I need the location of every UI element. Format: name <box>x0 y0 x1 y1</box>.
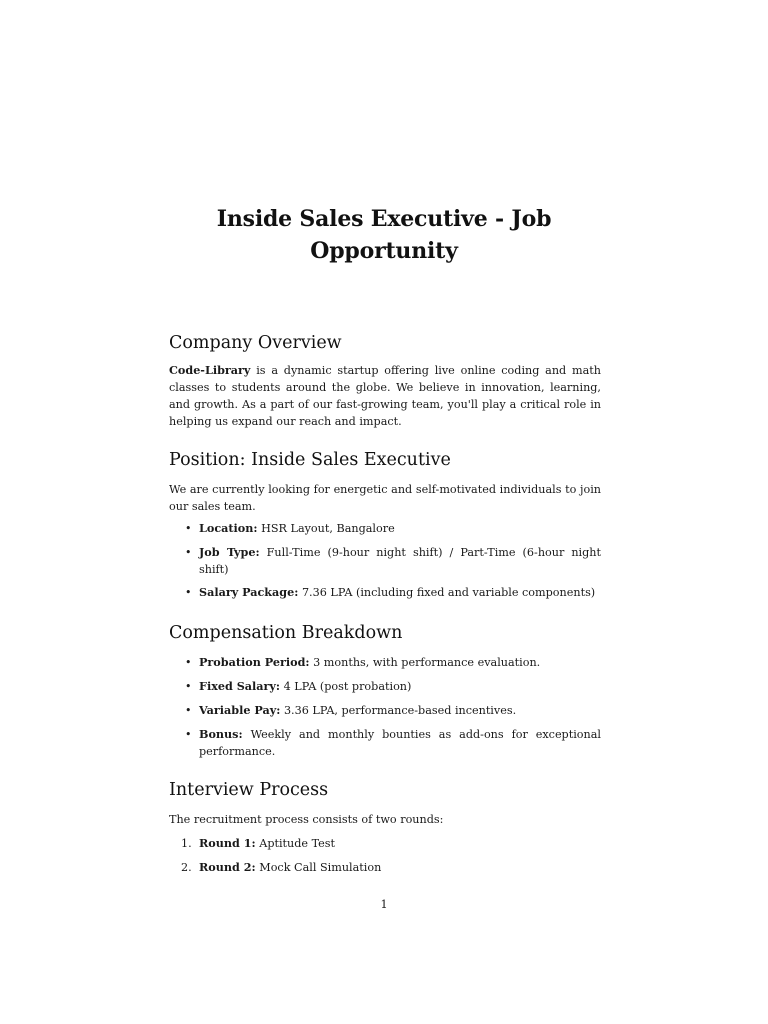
heading-company-overview: Company Overview <box>169 333 342 353</box>
list-item-label: Variable Pay: <box>199 703 281 717</box>
list-item-value: 4 LPA (post probation) <box>283 680 412 693</box>
interview-intro: The recruitment process consists of two rounds: <box>169 813 444 826</box>
company-overview-text: is a dynamic startup offering live online coding and math classes to students around the globe. We believe in innovation, learning, and growth. As a part of our fast-growing team, you'll play a critical role in helping us expand our reach and impact. <box>169 364 601 428</box>
list-item-value: Full-Time (9-hour night shift) / Part-Time (6-hour night shift) <box>199 546 601 576</box>
list-item-label: Round 1: <box>199 836 256 850</box>
list-item-bonus <box>199 726 601 760</box>
list-item-label: Bonus: <box>199 727 243 741</box>
bullet-marker: • <box>185 680 192 693</box>
list-item-label: Salary Package: <box>199 585 299 599</box>
list-item-value: Weekly and monthly bounties as add-ons for exceptional performance. <box>199 728 601 758</box>
list-item-value: Aptitude Test <box>259 837 336 850</box>
list-number: 1. <box>181 837 192 850</box>
list-item-job-type <box>199 544 601 578</box>
heading-compensation: Compensation Breakdown <box>169 623 403 643</box>
heading-position: Position: Inside Sales Executive <box>169 450 451 470</box>
bullet-marker: • <box>185 704 192 717</box>
list-item-round-1 <box>199 835 601 852</box>
list-item-value: 7.36 LPA (including fixed and variable components) <box>301 586 596 599</box>
heading-interview-process: Interview Process <box>169 780 329 800</box>
list-item-value: 3.36 LPA, performance-based incentives. <box>283 704 517 717</box>
company-name: Code-Library <box>169 363 251 377</box>
bullet-marker: • <box>185 728 192 741</box>
list-item-label: Probation Period: <box>199 655 310 669</box>
bullet-marker: • <box>185 546 192 559</box>
bullet-marker: • <box>185 656 192 669</box>
bullet-marker: • <box>185 586 192 599</box>
list-item-probation <box>199 654 601 671</box>
list-item-value: 3 months, with performance evaluation. <box>313 656 541 669</box>
list-item-value: Mock Call Simulation <box>259 861 382 874</box>
list-item-label: Round 2: <box>199 860 256 874</box>
position-intro: We are currently looking for energetic and self-motivated individuals to join our sales team. <box>169 483 601 513</box>
list-item-location <box>199 520 601 537</box>
list-item-label: Location: <box>199 521 258 535</box>
list-number: 2. <box>181 861 192 874</box>
list-item-label: Job Type: <box>199 545 260 559</box>
bullet-marker: • <box>185 522 192 535</box>
list-item-round-2 <box>199 859 601 876</box>
page-number: 1 <box>380 898 388 911</box>
document-title: Inside Sales Executive - Job Opportunity <box>216 206 552 264</box>
list-item-label: Fixed Salary: <box>199 679 281 693</box>
list-item-value: HSR Layout, Bangalore <box>261 522 395 535</box>
company-overview-paragraph <box>169 362 601 430</box>
list-item-variable-pay <box>199 702 601 719</box>
list-item-fixed-salary <box>199 678 601 695</box>
list-item-salary-package <box>199 584 601 601</box>
